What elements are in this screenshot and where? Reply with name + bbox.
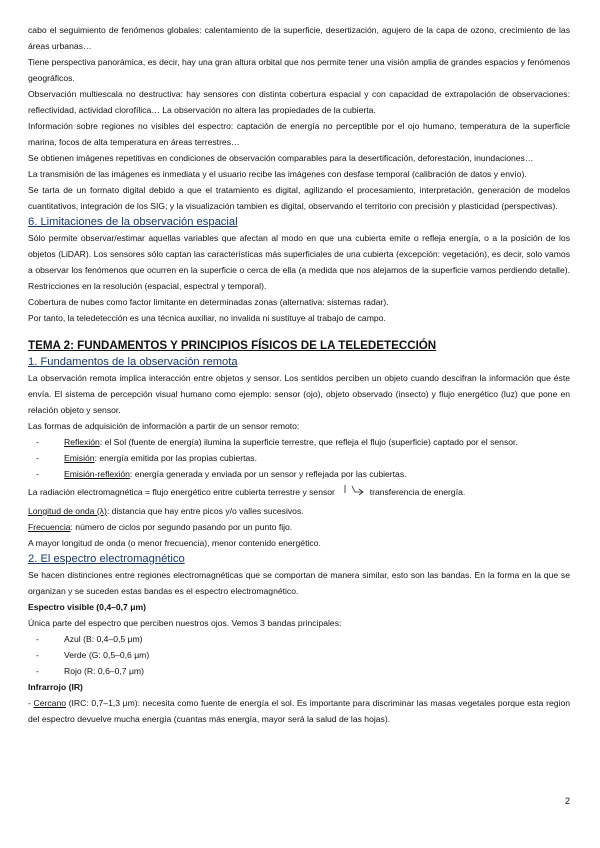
intro-paragraph-2: Tiene perspectiva panorámica, es decir, hay una gran altura orbital que nos permite tener una visión amplia de grandes espacios y fenómenos geográficos. xyxy=(28,57,570,83)
intro-paragraph-7: Se tarta de un formato digital debido a que el tratamiento es digital, agilizando el procesamiento, interpretación, generación de modelos cuantitativos, integración de los SIG; y la visualización tambien es digital, observando el territorio con precisión y plasticidad (perspectivas). xyxy=(28,185,570,211)
section-2-heading: 2. El espectro electromagnético xyxy=(28,553,185,565)
wavelength-line xyxy=(28,503,570,519)
radiation-after-text: transferencia de energía. xyxy=(369,487,466,497)
section-1-paragraph-1: La observación remota implica interacción entre objetos y sensor. Los sentidos perciben un objeto cuando descifran la información que éste envía. El sistema de percepción visual humano como ejemplo: sensor (ojo), objeto observado (insecto) y flujo energético (luz) que pone en relación objeto y sensor. xyxy=(28,373,570,415)
term-emision: Emisión xyxy=(64,453,95,463)
transfer-arrow-icon xyxy=(343,484,365,503)
section-6-heading: 6. Limitaciones de la observación espacial xyxy=(28,216,238,228)
definition-emision-reflexion: : energía generada y enviada por un sensor y reflejada por las cubiertas. xyxy=(129,469,407,479)
infrared-near-text: (IRC: 0,7–1,3 μm): necesita como fuente de energía el sol. Es importante para discriminar las masas vegetales porque esta region del espectro devuelve mucha energía (cuantas más energía, mayor será la salud de las hojas). xyxy=(28,698,570,724)
section-1-paragraph-2: Las formas de adquisición de información a partir de un sensor remoto: xyxy=(28,421,300,431)
section-6-paragraph-3: Por tanto, la teledetección es una técnica auxiliar, no invalida ni sustituye al trabajo de campo. xyxy=(28,313,386,323)
spacer xyxy=(28,326,570,338)
visible-spectrum-heading: Espectro visible (0,4–0,7 μm) xyxy=(28,602,146,612)
band-blue: Azul (B: 0,4–0,5 μm) xyxy=(64,634,143,644)
frequency-line xyxy=(28,519,570,535)
frequency-definition: : número de ciclos por segundo pasando por un punto fijo. xyxy=(70,522,293,532)
list-item: - Rojo (R: 0,6–0,7 μm) xyxy=(36,666,144,676)
intro-paragraph-5: Se obtienen imágenes repetitivas en condiciones de observación comparables para la desertificación, deforestación, inundaciones… xyxy=(28,153,534,163)
visible-spectrum-text: Única parte del espectro que perciben nuestros ojos. Vemos 3 bandas principales: xyxy=(28,618,342,628)
section-1-heading: 1. Fundamentos de la observación remota xyxy=(28,356,238,368)
list-item: - Emisión: energía emitida por las propias cubiertas. xyxy=(36,453,257,463)
band-green: Verde (G: 0,5–0,6 μm) xyxy=(64,650,150,660)
list-item: - Emisión-reflexión: energía generada y enviada por un sensor y reflejada por las cubiertas. xyxy=(36,469,407,479)
definition-reflexion: : el Sol (fuente de energía) ilumina la superficie terrestre, que refleja el flujo (superficie) captado por el sensor. xyxy=(99,437,518,447)
visible-bands-list xyxy=(28,631,570,679)
infrared-near-paragraph xyxy=(28,695,570,727)
document-page xyxy=(28,22,570,727)
infrared-heading: Infrarrojo (IR) xyxy=(28,682,83,692)
list-item: - Verde (G: 0,5–0,6 μm) xyxy=(36,650,150,660)
infrared-near-term: Cercano xyxy=(33,698,66,708)
radiation-line xyxy=(28,484,570,503)
section-6-paragraph-2: Cobertura de nubes como factor limitante en determinadas zonas (alternativa: sistemas radar). xyxy=(28,297,389,307)
infrared-dash: - xyxy=(28,698,34,708)
frequency-term: Frecuencia xyxy=(28,522,71,532)
page-number: 2 xyxy=(564,796,570,806)
term-reflexion: Reflexión xyxy=(64,437,100,447)
acquisition-forms-list xyxy=(28,434,570,482)
intro-paragraph-3: Observación multiescala no destructiva: hay sensores con distinta cobertura espacial y con capacidad de extrapolación de observaciones: reflectividad, actividad clorofílica… La observación no altera las propiedades de la cubierta. xyxy=(28,89,570,115)
energy-relation-line: A mayor longitud de onda (o menor frecuencia), menor contenido energético. xyxy=(28,538,321,548)
wavelength-term: Longitud de onda (λ) xyxy=(28,506,107,516)
intro-paragraph-1: cabo el seguimiento de fenómenos globales: calentamiento de la superficie, desertización, agujero de la capa de ozono, crecimiento de las áreas urbanas… xyxy=(28,25,570,51)
list-item: - Reflexión: el Sol (fuente de energía) ilumina la superficie terrestre, que refleja el flujo (superficie) captado por el sensor. xyxy=(36,437,518,447)
intro-paragraph-6: La transmisión de las imágenes es inmediata y el usuario recibe las imágenes con desfase temporal (calibración de datos y envío). xyxy=(28,169,527,179)
section-6-paragraph-1: Sólo permite observar/estimar aquellas variables que afectan al modo en que una cubierta emite o refleja energía, o a la posición de los objetos (LiDAR). Los sensores sólo captan las características más superficiales de una cubierta (excepción: vegetación), es decir, solo vamos a observar los fenómenos que ocurren en la superficie o cerca de ella (a medida que nos alejamos de la superficie vamos perdiendo detalle). Restricciones en la resolución (espacial, espectral y temporal). xyxy=(28,233,570,291)
definition-emision: : energía emitida por las propias cubiertas. xyxy=(94,453,257,463)
band-red: Rojo (R: 0,6–0,7 μm) xyxy=(64,666,144,676)
wavelength-definition: : distancia que hay entre picos y/o valles sucesivos. xyxy=(106,506,304,516)
intro-paragraph-4: Información sobre regiones no visibles del espectro: captación de energía no perceptible por el ojo humano, temperatura de la superficie marina, focos de alta temperatura en áreas terrestres… xyxy=(28,121,570,147)
term-emision-reflexion: Emisión-reflexión xyxy=(64,469,130,479)
radiation-text: La radiación electromagnética = flujo energético entre cubierta terrestre y sensor xyxy=(28,487,335,497)
tema-2-heading: TEMA 2: FUNDAMENTOS Y PRINCIPIOS FÍSICOS DE LA TELEDETECCIÓN xyxy=(28,339,437,352)
list-item: - Azul (B: 0,4–0,5 μm) xyxy=(36,634,143,644)
section-2-paragraph-1: Se hacen distinciones entre regiones electromagnéticas que se comportan de manera similar, esto son las bandas. En la forma en la que se organizan y se suceden estas bandas es el espectro electromagnético. xyxy=(28,570,570,596)
